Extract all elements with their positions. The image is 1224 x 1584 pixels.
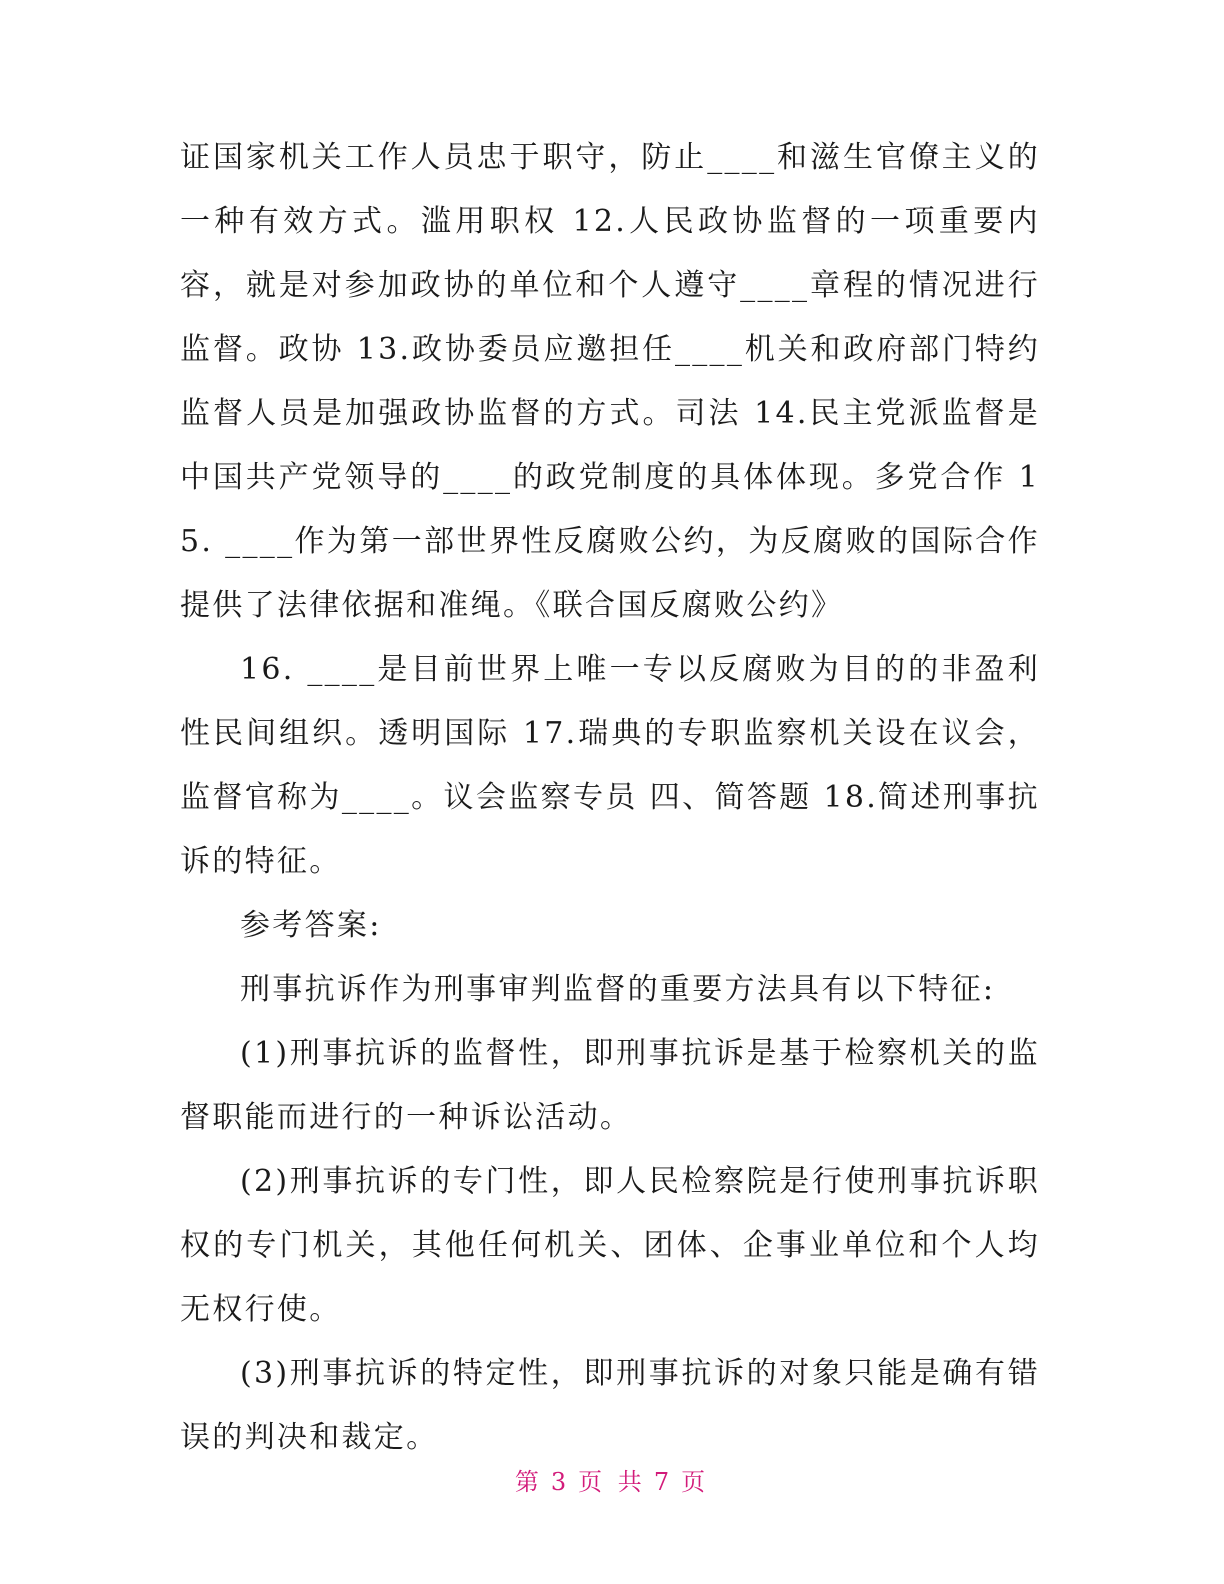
answer-heading: 参考答案: xyxy=(240,908,382,943)
answer-point-2: (2)刑事抗诉的专门性，即人民检察院是行使刑事抗诉职权的专门机关，其他任何机关、团体、企事业单位和个人均无权行使。 xyxy=(180,1164,1040,1327)
paragraph-fill-in-blanks-16-18: 16. ____是目前世界上唯一专以反腐败为目的的非盈利性民间组织。透明国际 17.瑞典的专职监察机关设在议会，监督官称为____。议会监察专员 四、简答题 18.简述刑事抗诉的特征。 xyxy=(180,652,1040,879)
answer-point-3: (3)刑事抗诉的特定性，即刑事抗诉的对象只能是确有错误的判决和裁定。 xyxy=(180,1356,1040,1455)
footer-suffix: 页 xyxy=(681,1468,710,1496)
paragraph-fill-in-blanks-11-15: 证国家机关工作人员忠于职守，防止____和滋生官僚主义的一种有效方式。滥用职权 12.人民政协监督的一项重要内容，就是对参加政协的单位和个人遵守____章程的情况进行监督。政协 13.政协委员应邀担任____机关和政府部门特约监督人员是加强政协监督的方式。司法 14.民主党派监督是中国共产党领导的____的政党制度的具体体现。多党合作 15. ____作为第一部世界性反腐败公约，为反腐败的国际合作提供了法律依据和准绳。《联合国反腐败公约》 xyxy=(180,140,1040,623)
footer-prefix: 第 xyxy=(514,1468,543,1496)
answer-intro: 刑事抗诉作为刑事审判监督的重要方法具有以下特征: xyxy=(240,972,996,1007)
footer-total-pages: 7 xyxy=(653,1468,674,1496)
page-footer xyxy=(0,1462,1224,1497)
footer-current-page: 3 xyxy=(550,1468,571,1496)
document-body xyxy=(180,126,1040,1470)
answer-point-1: (1)刑事抗诉的监督性，即刑事抗诉是基于检察机关的监督职能而进行的一种诉讼活动。 xyxy=(180,1036,1040,1135)
footer-middle: 页 共 xyxy=(578,1468,646,1496)
